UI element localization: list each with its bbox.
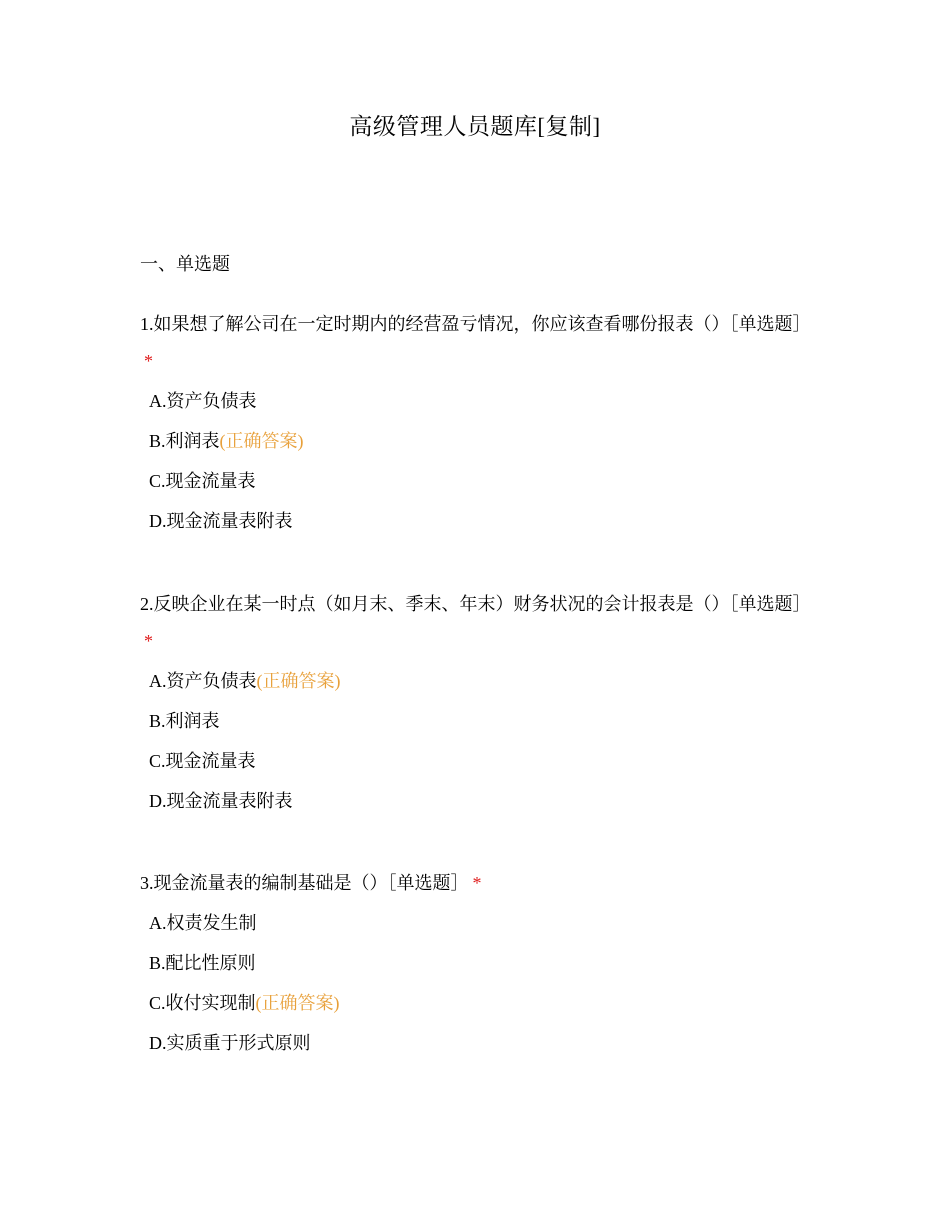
question-stem: 2.反映企业在某一时点（如月末、季末、年末）财务状况的会计报表是（）［单选题］ <box>140 594 811 614</box>
option-label: D.现金流量表附表 <box>149 511 293 531</box>
required-mark: * <box>144 631 153 651</box>
option-c[interactable] <box>140 468 808 508</box>
option-c[interactable] <box>140 990 808 1030</box>
correct-answer-note: (正确答案) <box>255 993 340 1013</box>
document-title: 高级管理人员题库[复制] <box>349 114 601 139</box>
option-a[interactable] <box>140 910 808 950</box>
required-mark: * <box>144 351 153 371</box>
option-label: B.配比性原则 <box>149 953 256 973</box>
question-text <box>140 586 811 660</box>
option-b[interactable] <box>140 428 808 468</box>
question-2 <box>140 586 811 828</box>
option-label: A.资产负债表 <box>149 671 257 691</box>
question-3 <box>140 865 808 1070</box>
question-text <box>140 865 808 902</box>
option-a[interactable] <box>140 388 808 428</box>
option-list <box>140 910 808 1070</box>
option-d[interactable] <box>140 1030 808 1070</box>
option-list <box>140 668 808 828</box>
option-label: D.实质重于形式原则 <box>149 1033 311 1053</box>
option-label: B.利润表 <box>149 431 220 451</box>
option-b[interactable] <box>140 950 808 990</box>
option-c[interactable] <box>140 748 808 788</box>
option-label: B.利润表 <box>149 711 220 731</box>
option-d[interactable] <box>140 508 808 548</box>
question-stem: 1.如果想了解公司在一定时期内的经营盈亏情况，你应该查看哪份报表（）［单选题］ <box>140 314 811 334</box>
option-label: C.现金流量表 <box>149 471 256 491</box>
option-b[interactable] <box>140 708 808 748</box>
required-mark: * <box>472 873 482 893</box>
option-a[interactable] <box>140 668 808 708</box>
question-stem: 3.现金流量表的编制基础是（）［单选题］ <box>140 873 469 893</box>
correct-answer-note: (正确答案) <box>219 431 304 451</box>
option-label: A.资产负债表 <box>149 391 257 411</box>
option-label: C.收付实现制 <box>149 993 256 1013</box>
question-text <box>140 306 811 380</box>
option-list <box>140 388 808 548</box>
option-label: A.权责发生制 <box>149 913 257 933</box>
option-d[interactable] <box>140 788 808 828</box>
option-label: C.现金流量表 <box>149 751 256 771</box>
correct-answer-note: (正确答案) <box>256 671 341 691</box>
section-heading: 一、单选题 <box>140 254 230 274</box>
option-label: D.现金流量表附表 <box>149 791 293 811</box>
question-1 <box>140 306 811 548</box>
